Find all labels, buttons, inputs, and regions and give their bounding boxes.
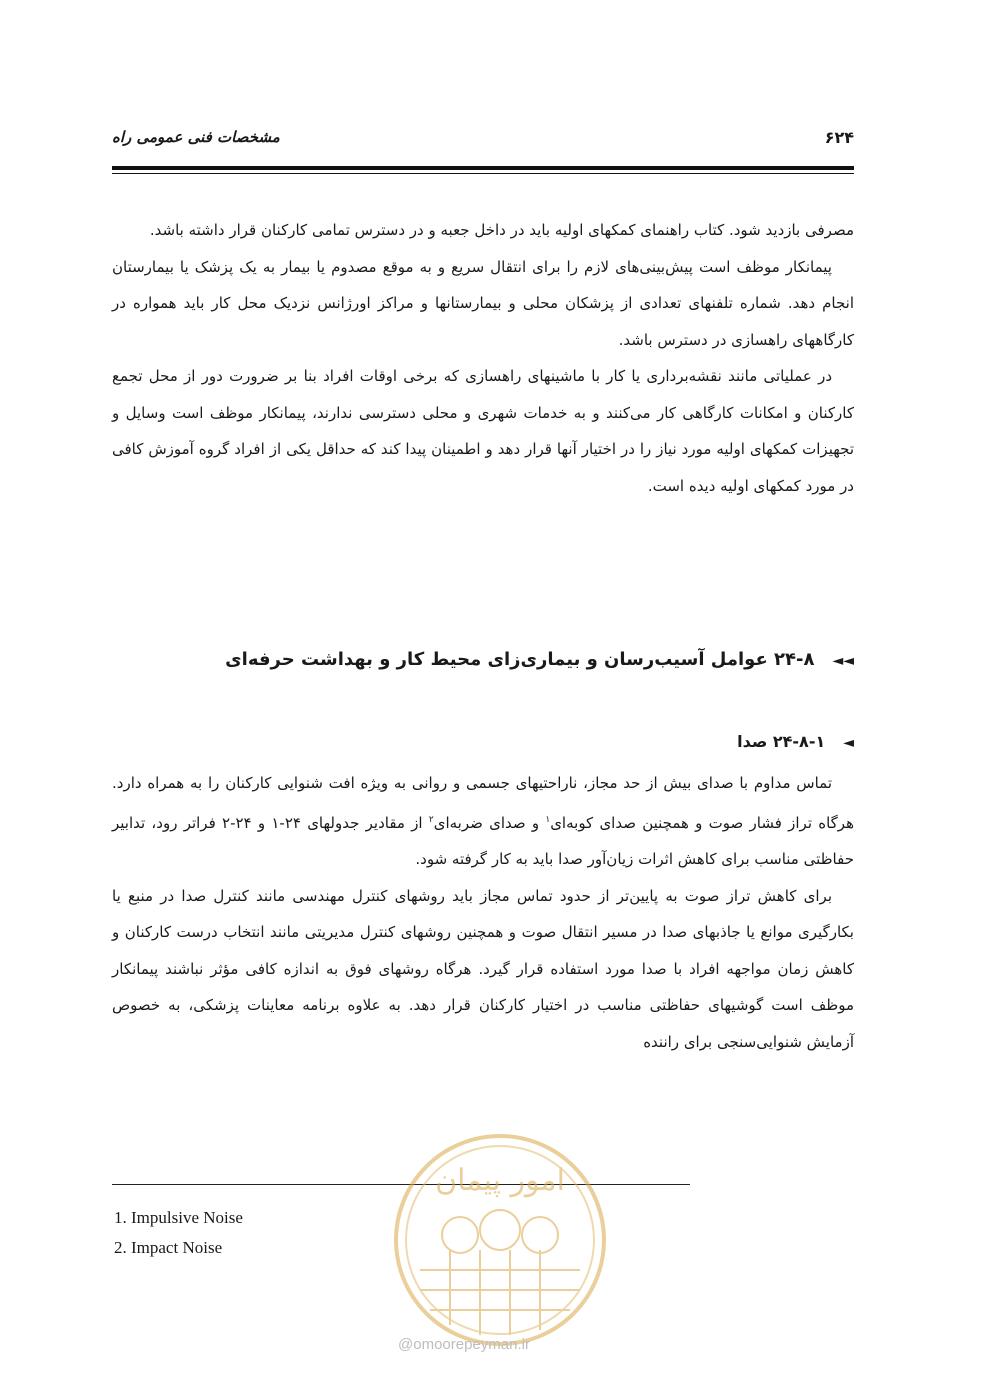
paragraph: در عملیاتی مانند نقشه‌برداری یا کار با ماشینهای راهسازی که برخی اوقات افراد بنا بر ضرورت دور از محل تجمع کارکنان و امکانات کارگاهی کار می‌کنند و به خدمات شهری و محلی دسترسی ندارند، پیمانکار موظف است وسایل و تجهیزات کمکهای اولیه مورد نیاز را در اختیار آنها قرار دهد و اطمینان پیدا کند که حداقل یکی از افراد گروه آموزش کافی در مورد کمکهای اولیه دیده است.	[112, 367, 854, 495]
paragraph: پیمانکار موظف است پیش‌بینی‌های لازم را برای انتقال سریع و به موقع مصدوم یا بیمار به یک پزشک یا بیمارستان انجام دهد. شماره تلفنهای تعدادی از پزشکان محلی و بیمارستانها و مراکز اورژانس نزدیک محل کار باید همواره در کارگاههای راهسازی در دسترس باشد.	[112, 257, 854, 349]
section-title: ۲۴-۸ عوامل آسیب‌رسان و بیماری‌زای محیط کار و بهداشت حرفه‌ای	[225, 649, 815, 670]
watermark-logo-icon	[390, 1130, 610, 1350]
footnote-ref: ۲	[428, 814, 434, 825]
page-header	[112, 128, 854, 152]
watermark-logo-text: امور پیمان	[435, 1163, 565, 1198]
watermark-url: @omoorepeyman.ir	[398, 1336, 530, 1353]
header-rule-thin	[112, 173, 854, 174]
arrow-icon: ◄	[843, 735, 854, 751]
page-number: ۶۲۴	[824, 128, 854, 147]
section-heading	[112, 640, 854, 680]
subsection-title: ۲۴-۸-۱ صدا	[737, 732, 826, 751]
header-rule-thick	[112, 166, 854, 170]
subsection-heading	[112, 725, 854, 759]
footnote: 1. Impulsive Noise	[114, 1208, 243, 1227]
running-title: مشخصات فنی عمومی راه	[112, 128, 280, 146]
footnote-ref: ۱	[545, 814, 551, 825]
double-arrow-icon: ◄◄	[832, 653, 854, 669]
footnote: 2. Impact Noise	[114, 1238, 223, 1257]
text-span: تماس مداوم با صدای بیش از حد مجاز، ناراحتیهای جسمی و روانی به ویژه افت شنوایی کارکنان را به همراه دارد. هرگاه تراز فشار صوت و همچنین صدای کوبه‌ای	[112, 774, 854, 832]
text-span: و صدای ضربه‌ای	[433, 813, 546, 832]
paragraph: برای کاهش تراز صوت به پایین‌تر از حدود تماس مجاز باید روشهای کنترل مهندسی مانند کنترل صدا در منبع یا بکارگیری موانع یا جاذبهای صدا در مسیر انتقال صوت و همچنین روشهای کنترل مدیریتی مانند انتخاب درست کارکنان و کاهش زمان مواجهه افراد با صدا مورد استفاده قرار گیرد. هرگاه روشهای فوق به اندازه کافی مؤثر نباشند پیمانکار موظف است گوشیهای حفاظتی مناسب در اختیار کارکنان قرار دهد. به علاوه برنامه معاینات پزشکی، به خصوص آزمایش شنوایی‌سنجی برای راننده	[112, 886, 854, 1051]
paragraph	[112, 765, 854, 878]
body-text-top	[112, 212, 854, 504]
footnotes	[114, 1203, 243, 1263]
text-span: از مقادیر جدولهای ۲۴-۱ و ۲۴-۲ فراتر رود، تدابیر حفاظتی مناسب برای کاهش اثرات زیان‌آور صدا باید به کار گرفته شود.	[112, 813, 854, 868]
body-text-noise	[112, 765, 854, 1060]
paragraph: مصرفی بازدید شود. کتاب راهنمای کمکهای اولیه باید در داخل جعبه و در دسترس تمامی کارکنان قرار داشته باشد.	[149, 221, 854, 239]
